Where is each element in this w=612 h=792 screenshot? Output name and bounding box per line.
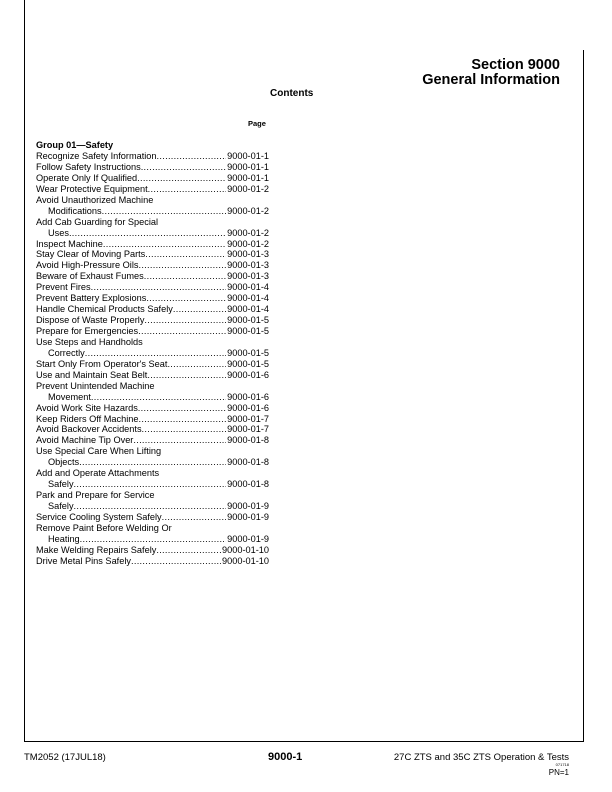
toc-entry (36, 435, 269, 446)
toc-dot-leader (80, 534, 226, 545)
toc-dot-leader (85, 348, 226, 359)
toc-dot-leader (103, 239, 226, 250)
toc-dot-leader (91, 392, 226, 403)
toc-entry-title: Movement (48, 391, 91, 402)
toc-entry (36, 315, 269, 326)
section-header (422, 58, 560, 88)
toc-entry-page: 9000-01-7 (227, 413, 269, 424)
toc-entry-title: Add Cab Guarding for Special (36, 216, 159, 227)
toc-entry (36, 392, 269, 403)
toc-entry-title: Avoid Unauthorized Machine (36, 194, 154, 205)
toc-dot-leader (167, 359, 226, 370)
toc-entry-title: Handle Chemical Products Safely (36, 304, 173, 315)
toc-entry (36, 228, 269, 239)
toc-entry-title: Objects (48, 457, 80, 468)
toc-entry (36, 184, 269, 195)
toc-entry-title: Heating (48, 533, 80, 544)
toc-entry (36, 523, 269, 534)
toc-entry (36, 239, 269, 250)
toc-entry-title: Avoid Backover Accidents (36, 424, 142, 435)
toc-dot-leader (138, 260, 226, 271)
contents-heading: Contents (270, 88, 314, 99)
toc-dot-leader (146, 293, 226, 304)
toc-entry-title: Drive Metal Pins Safely (36, 555, 131, 566)
toc-dot-leader (157, 151, 227, 162)
toc-entry-title: Park and Prepare for Service (36, 490, 155, 501)
toc-entry-page: 9000-01-6 (227, 369, 269, 380)
toc-entry (36, 304, 269, 315)
toc-entry-title: Prevent Fires (36, 282, 91, 293)
toc-entry (36, 151, 269, 162)
toc-entry-page: 9000-01-4 (227, 304, 269, 315)
toc-entry (36, 457, 269, 468)
toc-dot-leader (138, 403, 226, 414)
footer-date-code: 071718 (555, 762, 569, 767)
toc-entry (36, 217, 269, 228)
toc-entry (36, 424, 269, 435)
toc-entry (36, 468, 269, 479)
toc-entry (36, 249, 269, 260)
toc-dot-leader (69, 228, 226, 239)
toc-entry (36, 271, 269, 282)
toc-entry (36, 556, 269, 567)
toc-entry (36, 348, 269, 359)
toc-entry-title: Modifications (48, 205, 102, 216)
toc-entry (36, 414, 269, 425)
toc-entry-page: 9000-01-8 (227, 457, 269, 468)
toc-dot-leader (173, 304, 226, 315)
toc-dot-leader (74, 479, 227, 490)
toc-entry-page: 9000-01-5 (227, 326, 269, 336)
toc-entry-title: Safely (48, 479, 74, 490)
toc-entry (36, 359, 269, 370)
toc-entry (36, 260, 269, 271)
toc-entry (36, 381, 269, 392)
toc-dot-leader (145, 249, 226, 260)
toc-entry (36, 512, 269, 523)
toc-entry-title: Recognize Safety Information (36, 151, 157, 161)
toc-dot-leader (147, 370, 226, 381)
toc-entry-page: 9000-01-9 (227, 511, 269, 522)
toc-dot-leader (133, 435, 226, 446)
toc-entry (36, 206, 269, 217)
toc-entry-title: Avoid High-Pressure Oils (36, 260, 139, 271)
toc-entry (36, 293, 269, 304)
toc-entry (36, 501, 269, 512)
toc-entry (36, 195, 269, 206)
page-column-label: Page (248, 119, 266, 128)
toc-entry (36, 403, 269, 414)
toc-entry-title: Uses (48, 227, 69, 238)
toc-entry-title: Avoid Work Site Hazards (36, 402, 138, 413)
toc-entry-page: 9000-01-1 (227, 161, 269, 172)
toc-entry-title: Service Cooling System Safely (36, 511, 162, 522)
page-corner-rule (24, 0, 25, 50)
toc-entry-title: Follow Safety Instructions (36, 161, 141, 172)
toc-entry-page: 9000-01-3 (227, 260, 269, 271)
toc-dot-leader (91, 282, 226, 293)
toc-entry-page: 9000-01-9 (227, 501, 269, 511)
toc-entry-page: 9000-01-2 (227, 227, 269, 238)
toc-entry-title: Add and Operate Attachments (36, 468, 160, 479)
toc-dot-leader (79, 457, 226, 468)
toc-dot-leader (138, 414, 226, 425)
toc-dot-leader (74, 501, 227, 512)
toc-entry-title: Keep Riders Off Machine (36, 413, 139, 424)
toc-entry-page: 9000-01-4 (227, 293, 269, 304)
toc-entry (36, 337, 269, 348)
toc-entry-title: Prevent Unintended Machine (36, 380, 155, 391)
toc-entry (36, 282, 269, 293)
toc-entry-title: Stay Clear of Moving Parts (36, 249, 146, 260)
toc-entry-page: 9000-01-5 (227, 315, 269, 326)
toc-entry (36, 545, 269, 556)
toc-entry-title: Prepare for Emergencies (36, 326, 139, 336)
toc-entry-title: Inspect Machine (36, 238, 103, 249)
toc-entry-page: 9000-01-3 (227, 249, 269, 260)
toc-entry-title: Use Special Care When Lifting (36, 446, 162, 457)
group-title: Group 01—Safety (36, 140, 114, 150)
toc-entry-page: 9000-01-5 (227, 358, 269, 369)
toc-entry-page: 9000-01-7 (227, 424, 269, 435)
table-of-contents (36, 151, 269, 567)
section-title: General Information (422, 72, 560, 88)
toc-entry-title: Use Steps and Handholds (36, 336, 143, 347)
toc-dot-leader (156, 545, 221, 556)
toc-entry (36, 162, 269, 173)
toc-entry-title: Safely (48, 501, 74, 511)
toc-dot-leader (137, 173, 226, 184)
footer-pn: PN=1 (548, 768, 569, 777)
toc-entry-title: Remove Paint Before Welding Or (36, 522, 172, 533)
toc-dot-leader (144, 315, 226, 326)
toc-entry (36, 173, 269, 184)
toc-entry-page: 9000-01-10 (222, 544, 269, 555)
toc-entry-page: 9000-01-2 (227, 183, 269, 194)
toc-entry (36, 446, 269, 457)
toc-entry-title: Use and Maintain Seat Belt (36, 369, 148, 380)
toc-entry-page: 9000-01-1 (227, 172, 269, 183)
toc-entry-title: Correctly (48, 347, 85, 358)
toc-entry-title: Prevent Battery Explosions (36, 293, 147, 304)
toc-entry-page: 9000-01-2 (227, 205, 269, 216)
toc-dot-leader (162, 512, 226, 523)
toc-dot-leader (141, 162, 226, 173)
toc-entry (36, 490, 269, 501)
footer-manual-id: TM2052 (17JUL18) (24, 752, 106, 763)
toc-entry-page: 9000-01-8 (227, 479, 269, 490)
toc-entry-page: 9000-01-9 (227, 533, 269, 544)
footer-manual-title: 27C ZTS and 35C ZTS Operation & Tests (393, 752, 569, 763)
toc-entry-title: Dispose of Waste Properly (36, 315, 145, 326)
toc-entry-title: Beware of Exhaust Fumes (36, 271, 144, 282)
toc-entry-title: Avoid Machine Tip Over (36, 435, 134, 446)
section-number: Section 9000 (471, 57, 560, 73)
toc-dot-leader (142, 424, 227, 435)
toc-entry (36, 370, 269, 381)
toc-entry-page: 9000-01-4 (227, 282, 269, 293)
toc-dot-leader (138, 326, 226, 337)
toc-entry-title: Make Welding Repairs Safely (36, 544, 157, 555)
toc-entry-page: 9000-01-8 (227, 435, 269, 446)
toc-dot-leader (102, 206, 226, 217)
toc-dot-leader (144, 271, 226, 282)
toc-entry-title: Start Only From Operator's Seat (36, 358, 168, 369)
toc-entry-page: 9000-01-5 (227, 347, 269, 358)
toc-entry (36, 479, 269, 490)
toc-entry (36, 326, 269, 337)
toc-dot-leader (131, 556, 221, 567)
toc-entry-title: Operate Only If Qualified (36, 172, 138, 183)
toc-entry-page: 9000-01-3 (227, 271, 269, 282)
toc-entry-page: 9000-01-10 (222, 555, 269, 566)
toc-entry (36, 534, 269, 545)
toc-entry-page: 9000-01-6 (227, 402, 269, 413)
footer-page-number: 9000-1 (268, 751, 303, 763)
toc-entry-page: 9000-01-2 (227, 238, 269, 249)
toc-entry-page: 9000-01-1 (227, 151, 269, 161)
toc-entry-page: 9000-01-6 (227, 391, 269, 402)
toc-dot-leader (148, 184, 226, 195)
toc-entry-title: Wear Protective Equipment (36, 183, 148, 194)
